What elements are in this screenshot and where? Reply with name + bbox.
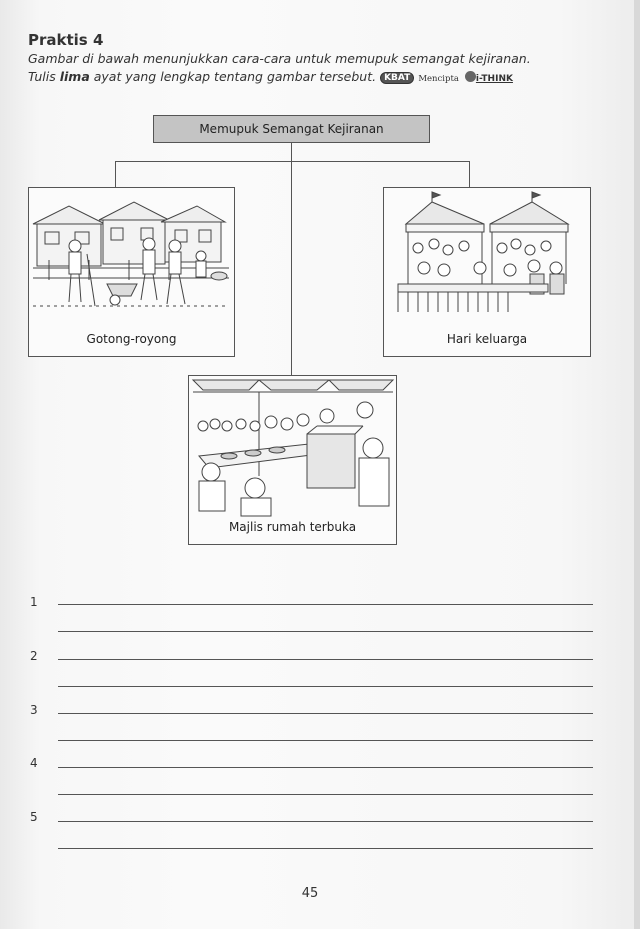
answer-line[interactable] xyxy=(58,631,593,632)
answer-line[interactable] xyxy=(58,848,593,849)
image-card-hari-keluarga xyxy=(383,187,591,357)
instruction-line-1: Gambar di bawah menunjukkan cara-cara untuk memupuk semangat kejiranan. xyxy=(28,51,531,66)
connector-right-drop xyxy=(469,161,470,187)
gotong-royong-illustration xyxy=(29,188,234,328)
instruction-bold-word: lima xyxy=(59,69,90,84)
answer-number: 5 xyxy=(30,810,38,824)
image-card-gotong-royong xyxy=(28,187,235,357)
lightbulb-icon xyxy=(465,71,476,82)
exercise-title: Praktis 4 xyxy=(28,31,104,49)
diagram-heading: Memupuk Semangat Kejiranan xyxy=(153,115,430,143)
answer-line[interactable] xyxy=(58,686,593,687)
connector-horizontal xyxy=(115,161,470,162)
kbat-badge: KBAT xyxy=(380,72,414,84)
answer-line[interactable] xyxy=(58,794,593,795)
answer-number: 4 xyxy=(30,756,38,770)
answer-line[interactable] xyxy=(58,713,593,714)
page-number: 45 xyxy=(301,886,319,901)
mencipta-label: Mencipta xyxy=(418,74,459,84)
answer-number: 3 xyxy=(30,703,38,717)
answer-number: 1 xyxy=(30,595,38,609)
caption-majlis-rumah-terbuka: Majlis rumah terbuka xyxy=(228,520,357,534)
answer-number: 2 xyxy=(30,649,38,663)
hari-keluarga-illustration xyxy=(384,188,590,328)
instruction-line-2 xyxy=(28,69,513,84)
ithink-label: i-THINK xyxy=(475,74,513,84)
instruction-text-b: ayat yang lengkap tentang gambar tersebut. xyxy=(89,69,377,84)
connector-vertical-main xyxy=(291,143,292,376)
instruction-text-a: Tulis xyxy=(28,69,60,84)
answer-line[interactable] xyxy=(58,821,593,822)
caption-hari-keluarga: Hari keluarga xyxy=(446,332,528,346)
majlis-rumah-terbuka-illustration xyxy=(189,376,396,518)
answer-line[interactable] xyxy=(58,740,593,741)
connector-left-drop xyxy=(115,161,116,187)
image-card-majlis-rumah-terbuka xyxy=(188,375,397,545)
page-edge-shadow xyxy=(634,0,640,929)
answer-line[interactable] xyxy=(58,659,593,660)
answer-line[interactable] xyxy=(58,604,593,605)
answer-line[interactable] xyxy=(58,767,593,768)
caption-gotong-royong: Gotong-royong xyxy=(86,332,177,346)
